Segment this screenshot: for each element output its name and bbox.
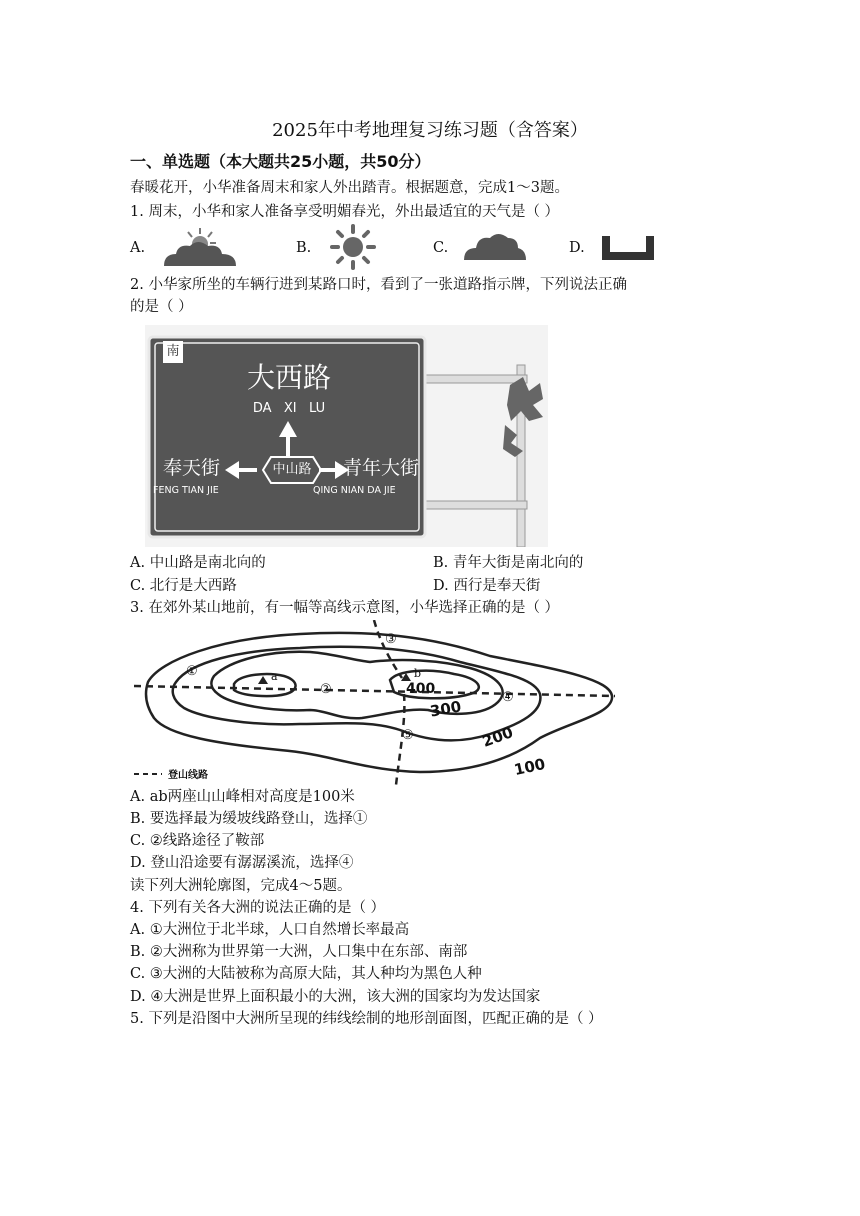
question-2-stem-line1: 2. 小华家所坐的车辆行进到某路口时，看到了一张道路指示牌，下列说法正确 [130,277,627,293]
question-2-stem-line2: 的是（ ） [130,299,193,315]
map-legend-hiking-route: 登山线路 [168,770,208,781]
q1-option-a-label: A. [130,240,146,256]
q3-option-c: C. ②线路途径了鞍部 [130,833,265,849]
sign-center-road: 中山路 [272,462,312,477]
q4-option-a: A. ①大洲位于北半球，人口自然增长率最高 [130,922,410,938]
sign-left-road-pinyin: FENG TIAN JIE [153,485,219,496]
cloud-sun-icon [158,226,240,268]
route-3-label: ③ [385,632,397,647]
q3-option-d: D. 登山沿途要有潺潺溪流，选择④ [130,855,354,871]
q2-option-d: D. 西行是奉天街 [433,578,541,594]
route-5-label: ⑤ [402,728,414,743]
question-4-stem: 4. 下列有关各大洲的说法正确的是（ ） [130,900,386,916]
q4-option-b: B. ②大洲称为世界第一大洲，人口集中在东部、南部 [130,944,468,960]
sign-corner-label: 南 [163,341,183,363]
document-title: 2025年中考地理复习练习题（含答案） [272,120,588,141]
sign-left-road-cn: 奉天街 [163,457,221,479]
q2-option-c: C. 北行是大西路 [130,578,237,594]
q3-option-b: B. 要选择最为缓坡线路登山，选择① [130,811,368,827]
q3-option-a: A. ab两座山山峰相对高度是100米 [130,789,355,805]
road-sign-photo [145,325,548,547]
q4-option-d: D. ④大洲是世界上面积最小的大洲，该大洲的国家均为发达国家 [130,989,541,1005]
contour-label-300: 300 [428,697,463,721]
question-1-stem: 1. 周末，小华和家人准备享受明媚春光，外出最适宜的天气是（ ） [130,204,560,220]
route-2-label: ② [320,682,332,697]
q1-option-d-label: D. [569,240,585,256]
contour-map [130,620,620,785]
question-3-stem: 3. 在郊外某山地前，有一幅等高线示意图，小华选择正确的是（ ） [130,600,560,616]
sign-right-road-cn: 青年大街 [343,457,420,479]
question-5-stem: 5. 下列是沿图中大洲所呈现的纬线绘制的地形剖面图，匹配正确的是（ ） [130,1011,603,1027]
contour-label-400: 400 [406,681,436,697]
sandstorm-icon [600,234,656,262]
q4-option-c: C. ③大洲的大陆被称为高原大陆，其人种均为黑色人种 [130,966,482,982]
sign-right-road-pinyin: QING NIAN DA JIE [313,485,396,496]
q2-option-a: A. 中山路是南北向的 [130,555,266,571]
sun-icon [330,224,376,270]
route-4-label: ④ [502,690,514,705]
q2-option-b: B. 青年大街是南北向的 [433,555,584,571]
cloud-icon [460,228,528,262]
route-1-label: ① [186,664,198,679]
peak-b-label: b [414,667,422,680]
sign-top-road-pinyin: DA XI LU [252,401,326,416]
intro-questions-4-5: 读下列大洲轮廓图，完成4～5题。 [130,878,352,894]
section-heading: 一、单选题（本大题共25小题，共50分） [130,152,431,171]
contour-label-200: 200 [479,723,516,751]
q1-option-b-label: B. [296,240,312,256]
contour-label-100: 100 [512,754,547,780]
sign-top-road-cn: 大西路 [246,361,331,394]
peak-a-label: a [271,670,278,683]
intro-questions-1-3: 春暖花开，小华准备周末和家人外出踏青。根据题意，完成1～3题。 [130,180,569,196]
q1-option-c-label: C. [433,240,449,256]
